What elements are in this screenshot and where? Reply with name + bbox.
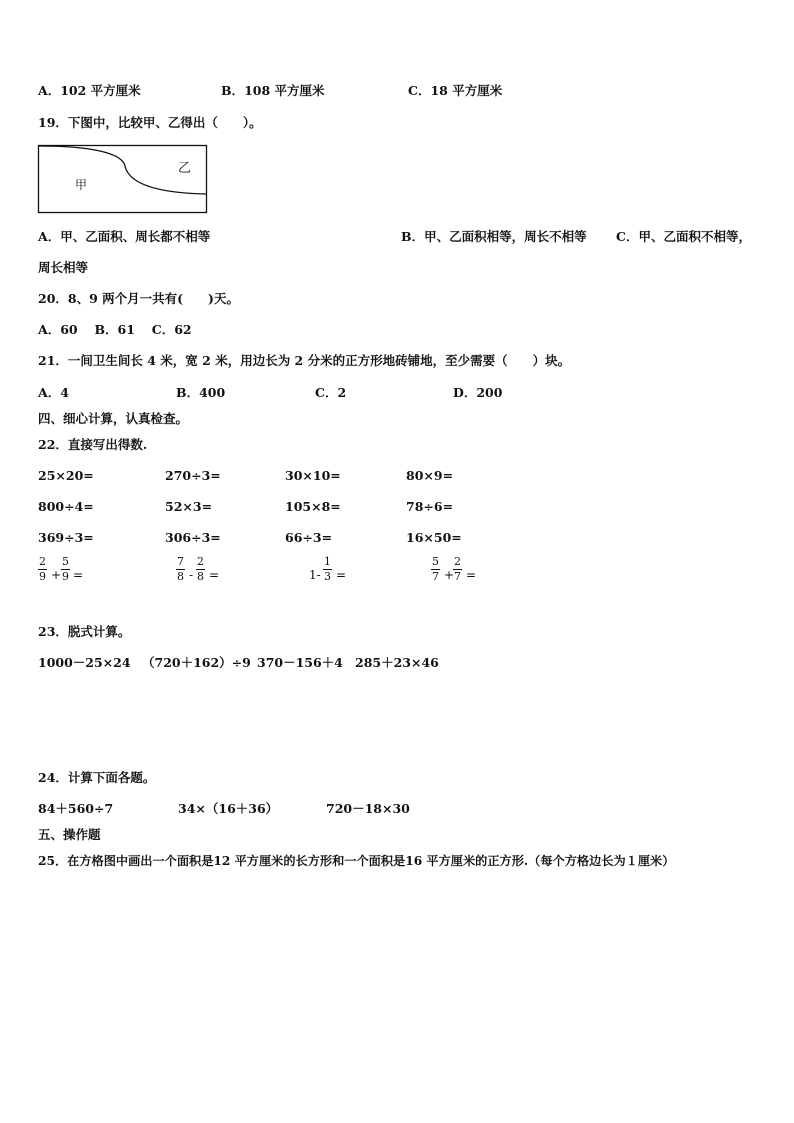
q24-item: 720－18×30 [326, 801, 410, 816]
fraction [196, 556, 205, 583]
calc-item: 800÷4= [38, 499, 94, 514]
q19-option-a: A．甲、乙面积、周长都不相等 [38, 229, 211, 244]
q23-item: 370－156＋4 [257, 655, 343, 670]
fraction [38, 556, 47, 583]
q19-question: 19．下图中，比较甲、乙得出（ ）。 [38, 115, 262, 130]
denominator: 7 [454, 570, 461, 583]
fraction [453, 556, 462, 583]
q19-option-c: C．甲、乙面积不相等， [616, 229, 751, 244]
q23-item: 285＋23×46 [355, 655, 439, 670]
equals: = [466, 568, 477, 582]
q23-item: 1000－25×24 [38, 655, 131, 670]
calc-item: 306÷3= [165, 530, 221, 545]
section-4-title: 四、细心计算，认真检查。 [38, 411, 189, 426]
q19-label-jia: 甲 [75, 178, 88, 192]
calc-item: 369÷3= [38, 530, 94, 545]
q24-item: 34×（16＋36） [178, 801, 279, 816]
calc-item: 105×8= [285, 499, 341, 514]
calc-item: 52×3= [165, 499, 213, 514]
operator: + [51, 568, 62, 582]
q21-question: 21．一间卫生间长 4 米，宽 2 米，用边长为 2 分米的正方形地砖铺地，至少需要（ ）块。 [38, 353, 571, 368]
numerator: 2 [197, 555, 204, 568]
q23-item: （720＋162）÷9 [142, 655, 251, 670]
q21-option-d: D．200 [453, 385, 503, 400]
q24-item: 84＋560÷7 [38, 801, 114, 816]
numerator: 2 [454, 555, 461, 568]
q19-option-b: B．甲、乙面积相等，周长不相等 [401, 229, 587, 244]
numerator: 1 [324, 555, 331, 568]
denominator: 7 [432, 570, 439, 583]
q22-question: 22．直接写出得数. [38, 437, 148, 452]
q21-option-b: B．400 [176, 385, 226, 400]
numerator: 2 [39, 555, 46, 568]
q23-question: 23．脱式计算。 [38, 624, 131, 639]
calc-item: 270÷3= [165, 468, 221, 483]
calc-item: 78÷6= [406, 499, 454, 514]
numerator: 5 [432, 555, 439, 568]
denominator: 3 [324, 570, 331, 583]
q21-option-c: C．2 [315, 385, 347, 400]
q18-option-b: B．108 平方厘米 [221, 83, 325, 98]
calc-item: 80×9= [406, 468, 454, 483]
q18-option-c: C．18 平方厘米 [408, 83, 503, 98]
fraction [431, 556, 440, 583]
q24-question: 24．计算下面各题。 [38, 770, 156, 785]
q25-question: 25．在方格图中画出一个面积是12 平方厘米的长方形和一个面积是16 平方厘米的正方形.（每个方格边长为１厘米） [38, 854, 675, 868]
fraction [323, 556, 332, 583]
fraction [61, 556, 70, 583]
calc-item: 66÷3= [285, 530, 333, 545]
q19-figure [37, 144, 209, 216]
q20-options: A．60 B．61 C．62 [38, 322, 192, 337]
denominator: 9 [39, 570, 46, 583]
denominator: 9 [62, 570, 69, 583]
numerator: 5 [62, 555, 69, 568]
equals: = [336, 568, 347, 582]
calc-item: 25×20= [38, 468, 94, 483]
fraction [176, 556, 185, 583]
whole-number: 1- [309, 568, 321, 582]
q21-option-a: A．4 [38, 385, 69, 400]
q19-label-yi: 乙 [178, 161, 192, 176]
operator: + [444, 568, 455, 582]
equals: = [73, 568, 84, 582]
denominator: 8 [197, 570, 204, 583]
equals: = [209, 568, 220, 582]
calc-item: 30×10= [285, 468, 341, 483]
q19-option-c-continued: 周长相等 [38, 260, 89, 275]
calc-item: 16×50= [406, 530, 462, 545]
section-5-title: 五、操作题 [38, 827, 101, 842]
q18-option-a: A．102 平方厘米 [38, 83, 141, 98]
q20-question: 20．8、9 两个月一共有( )天。 [38, 291, 239, 306]
operator: - [189, 568, 194, 582]
denominator: 8 [177, 570, 184, 583]
numerator: 7 [177, 555, 184, 568]
